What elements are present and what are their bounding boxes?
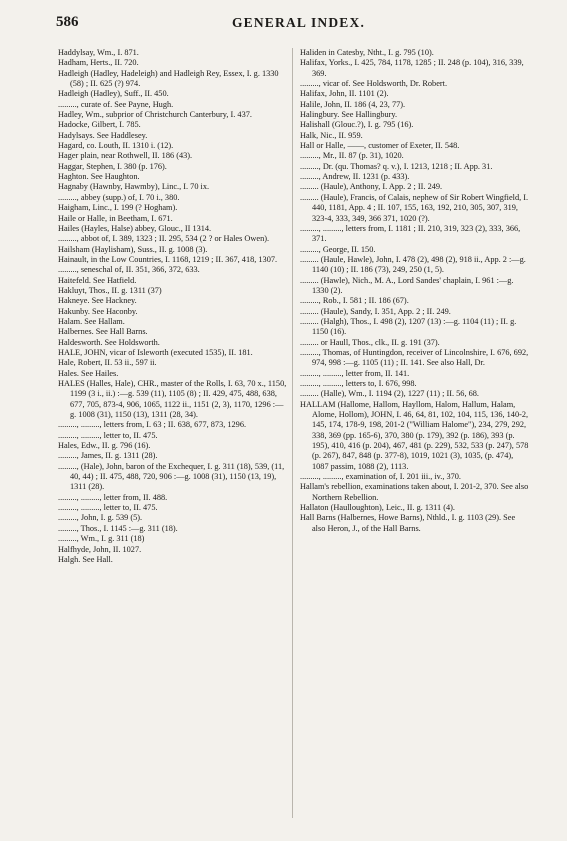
index-entry: ........., ........., letter to, II. 475.: [58, 430, 158, 440]
index-entry: Hakneye. See Hackney.: [58, 296, 137, 306]
index-entry: HALES (Halles, Hale), CHR., master of the Rolls, I. 63, 70 x., 1150, 1199 (3 i., ii.) :—g. 539 (11), 1105 (8) ; II. 429, 475, 488, 638, 677, 705, 873-4, 906, 1065, 1122 ii., 1151 (2, 3), 1170, 1296 :—g. 1008 (31), 1150 (13), 1311 (28, 34).: [58, 379, 289, 420]
index-entry: ........., ........., letters from, I. 1181 ; II. 210, 319, 323 (2), 333, 366, 371.: [300, 223, 523, 244]
left-column: [58, 48, 288, 565]
index-entry: Hale, Robert, II. 53 ii., 597 ii.: [58, 358, 157, 368]
index-entry: Haghton. See Haughton.: [58, 172, 140, 182]
index-entry: Hadylsays. See Haddlesey.: [58, 130, 148, 140]
page-header: [56, 14, 541, 36]
index-entry: Hadleigh (Hadley), Suff., II. 450.: [58, 89, 169, 99]
index-entry: Halishall (Glouc.?), I. g. 795 (16).: [300, 120, 414, 130]
index-entry: Hakunby. See Haconby.: [58, 306, 138, 316]
index-entry: ........., ........., letters from, I. 63 ; II. 638, 677, 873, 1296.: [58, 420, 247, 430]
index-entry: Halam. See Hallam.: [58, 316, 125, 326]
index-entry: Hales, Edw., II. g. 796 (16).: [58, 441, 151, 451]
index-entry: ......... (Haule), Francis, of Calais, nephew of Sir Robert Wingfield, I. 440, 1181, App. 4 ; II. 107, 155, 163, 192, 210, 305, 307, 319, 323-4, 333, 349, 366 371, 1020 (?).: [300, 192, 531, 223]
index-entry: ........., abbey (supp.) of, I. 70 i., 380.: [58, 192, 180, 202]
index-entry: Hakluyt, Thos., II. g. 1311 (37): [58, 285, 162, 295]
index-entry: Hagard, co. Louth, II. 1310 i. (12).: [58, 141, 174, 151]
index-entry: ........., John, I. g. 539 (5).: [58, 513, 143, 523]
index-entry: Hadley, Wm., subprior of Christchurch Canterbury, I. 437.: [58, 110, 252, 120]
index-entry: HALLAM (Hallome, Hallom, Hayllom, Halom, Hallum, Halam, Alome, Hollom), JOHN, I. 46, 64, 81, 102, 104, 115, 136, 140-2, 145, 174, 178-9, 198, 201-2 ("William Halome"), 234, 279, 292, 338, 369 (pp. 165-6), 370, 380 (p. 179), 392 (p. 186), 393 (p. 195), 410, 416 (p. 204), 467, 481 (p. 229), 532, 533 (p. 247), 578 (p. 267), 847, 848 (p. 377-8), 1019, 1021 (3), 1035, (p. 474), 1087 passim, 1088 (2), 1113.: [300, 399, 531, 471]
index-entry: ........., ........., letter from, II. 488.: [58, 492, 168, 502]
index-entry: Hallam's rebellion, examinations taken about, I. 201-2, 370. See also Northern Rebellion.: [300, 482, 531, 502]
index-entry: ........., ........., examination of, I. 201 iii., iv., 370.: [300, 472, 462, 482]
index-entry: ........., James, II. g. 1311 (28).: [58, 451, 158, 461]
index-entry: ......... (Haule), Sandy, I. 351, App. 2 ; II. 249.: [300, 306, 451, 316]
index-entry: Hadocke, Gilbert, I. 785.: [58, 120, 141, 130]
index-entry: ......... or Haull, Thos., clk., II. g. 191 (37).: [300, 337, 440, 347]
running-title: GENERAL INDEX.: [231, 15, 366, 30]
index-entry: Halile, John, II. 186 (4, 23, 77).: [300, 99, 406, 109]
index-entry: ........., Thomas, of Huntingdon, receiver of Lincolnshire, I. 676, 692, 974, 998 :—g. 1105 (11) ; II. 141. See also Hall, Dr.: [300, 347, 531, 368]
index-entry: ......... (Halgh), Thos., I. 498 (2), 1207 (13) :—g. 1104 (11) ; II. g. 1150 (16).: [300, 316, 519, 337]
index-entry: Hailes (Hayles, Halse) abbey, Glouc., II 1314.: [58, 223, 212, 233]
index-entry: ........., (Hale), John, baron of the Exchequer, I. g. 311 (18), 539, (11, 40, 44) ; II. 475, 488, 720, 906 :—g. 1008 (31), 1150 (13, 19), 1311 (28).: [58, 461, 287, 492]
index-entry: ........., Wm., I. g. 311 (18): [58, 534, 145, 544]
index-entry: ........., George, II. 150.: [300, 244, 376, 254]
index-entry: ........., Mr., II. 87 (p. 31), 1020.: [300, 151, 404, 161]
index-entry: Hall or Halle, ——, customer of Exeter, II. 548.: [300, 141, 460, 151]
index-entry: ........., abbot of, I. 389, 1323 ; II. 295, 534 (2 ? or Hales Owen).: [58, 234, 270, 244]
index-entry: ........., Andrew, II. 1231 (p. 433).: [300, 172, 410, 182]
index-entry: Haliden in Catesby, Ntht., I. g. 795 (10).: [300, 48, 434, 57]
index-entry: ......... (Hawle), Nich., M. A., Lord Sandes' chaplain, I. 961 :—g. 1330 (2).: [300, 275, 516, 295]
index-entry: ......... (Haule), Anthony, I. App. 2 ; II. 249.: [300, 182, 443, 192]
index-entry: Hadleigh (Hadley, Hadeleigh) and Hadleigh Rey, Essex, I. g. 1330 (58) ; II. 625 (?) 974.: [58, 68, 281, 89]
index-entry: Haigham, Linc., I. 199 (? Hogham).: [58, 203, 178, 213]
index-entry: ......... (Halle), Wm., I. 1194 (2), 1227 (11) ; II. 56, 68.: [300, 389, 479, 399]
right-column: [300, 48, 530, 534]
index-entry: ........., curate of. See Payne, Hugh.: [58, 99, 174, 109]
index-entry: Haitefeld. See Hatfield.: [58, 275, 137, 285]
index-entry: Hall Barns (Halbernes, Howe Barns), Nthld., I. g. 1103 (29). See also Heron, J., of the Hall Barns.: [300, 513, 518, 533]
index-entry: Halifax, Yorks., I. 425, 784, 1178, 1285 ; II. 248 (p. 104), 316, 339, 369.: [300, 58, 526, 78]
index-entry: Halingbury. See Hallingbury.: [300, 110, 398, 120]
index-entry: Haile or Halle, in Beetham, I. 671.: [58, 213, 173, 223]
index-entry: ........., ........., letter to, II. 475.: [58, 503, 158, 513]
index-entry: Haldesworth. See Holdsworth.: [58, 337, 160, 347]
index-entry: Haddylsay, Wm., I. 871.: [58, 48, 139, 57]
page-number: 586: [56, 14, 79, 30]
index-entry: Hailsham (Haylisham), Suss., II. g. 1008 (3).: [58, 244, 208, 254]
index-entry: Hainault, in the Low Countries, I. 1168, 1219 ; II. 367, 418, 1307.: [58, 254, 278, 264]
column-divider: [292, 48, 293, 818]
index-entry: Halfhyde, John, II. 1027.: [58, 544, 142, 554]
index-entry: ........., ........., letter from, II. 141.: [300, 368, 410, 378]
index-entry: Halbernes. See Hall Barns.: [58, 327, 148, 337]
index-entry: Hager plain, near Rothwell, II. 186 (43).: [58, 151, 193, 161]
index-entry: ........., seneschal of, II. 351, 366, 372, 633.: [58, 265, 200, 275]
index-entry: Hagnaby (Hawnby, Hawmby), Linc., I. 70 ix.: [58, 182, 210, 192]
index-entry: ........., Thos., I. 1145 :—g. 311 (18).: [58, 523, 178, 533]
index-entry: Hales. See Hailes.: [58, 368, 119, 378]
index-entry: Hadham, Herts., II. 720.: [58, 58, 139, 68]
index-entry: Hallaton (Haulloughton), Leic., II. g. 1311 (4).: [300, 503, 455, 513]
index-entry: Halifax, John, II. 1101 (2).: [300, 89, 389, 99]
index-entry: ........., Dr. (qu. Thomas? q. v.), I. 1213, 1218 ; II. App. 31.: [300, 161, 493, 171]
index-entry: Halk, Nic., II. 959.: [300, 130, 363, 140]
index-entry: ........., vicar of. See Holdsworth, Dr. Robert.: [300, 79, 448, 89]
index-entry: Haggar, Stephen, I. 380 (p. 176).: [58, 161, 167, 171]
index-entry: Halgh. See Hall.: [58, 554, 113, 564]
index-entry: ........., ........., letters to, I. 676, 998.: [300, 379, 417, 388]
index-entry: ......... (Haule, Hawle), John, I. 478 (2), 498 (2), 918 ii., App. 2 :—g. 1140 (10) ; II. 186 (73), 249, 250 (1, 5).: [300, 254, 528, 275]
index-entry: HALE, JOHN, vicar of Isleworth (executed 1535), II. 181.: [58, 347, 253, 357]
index-entry: ........., Rob., I. 581 ; II. 186 (67).: [300, 296, 409, 306]
